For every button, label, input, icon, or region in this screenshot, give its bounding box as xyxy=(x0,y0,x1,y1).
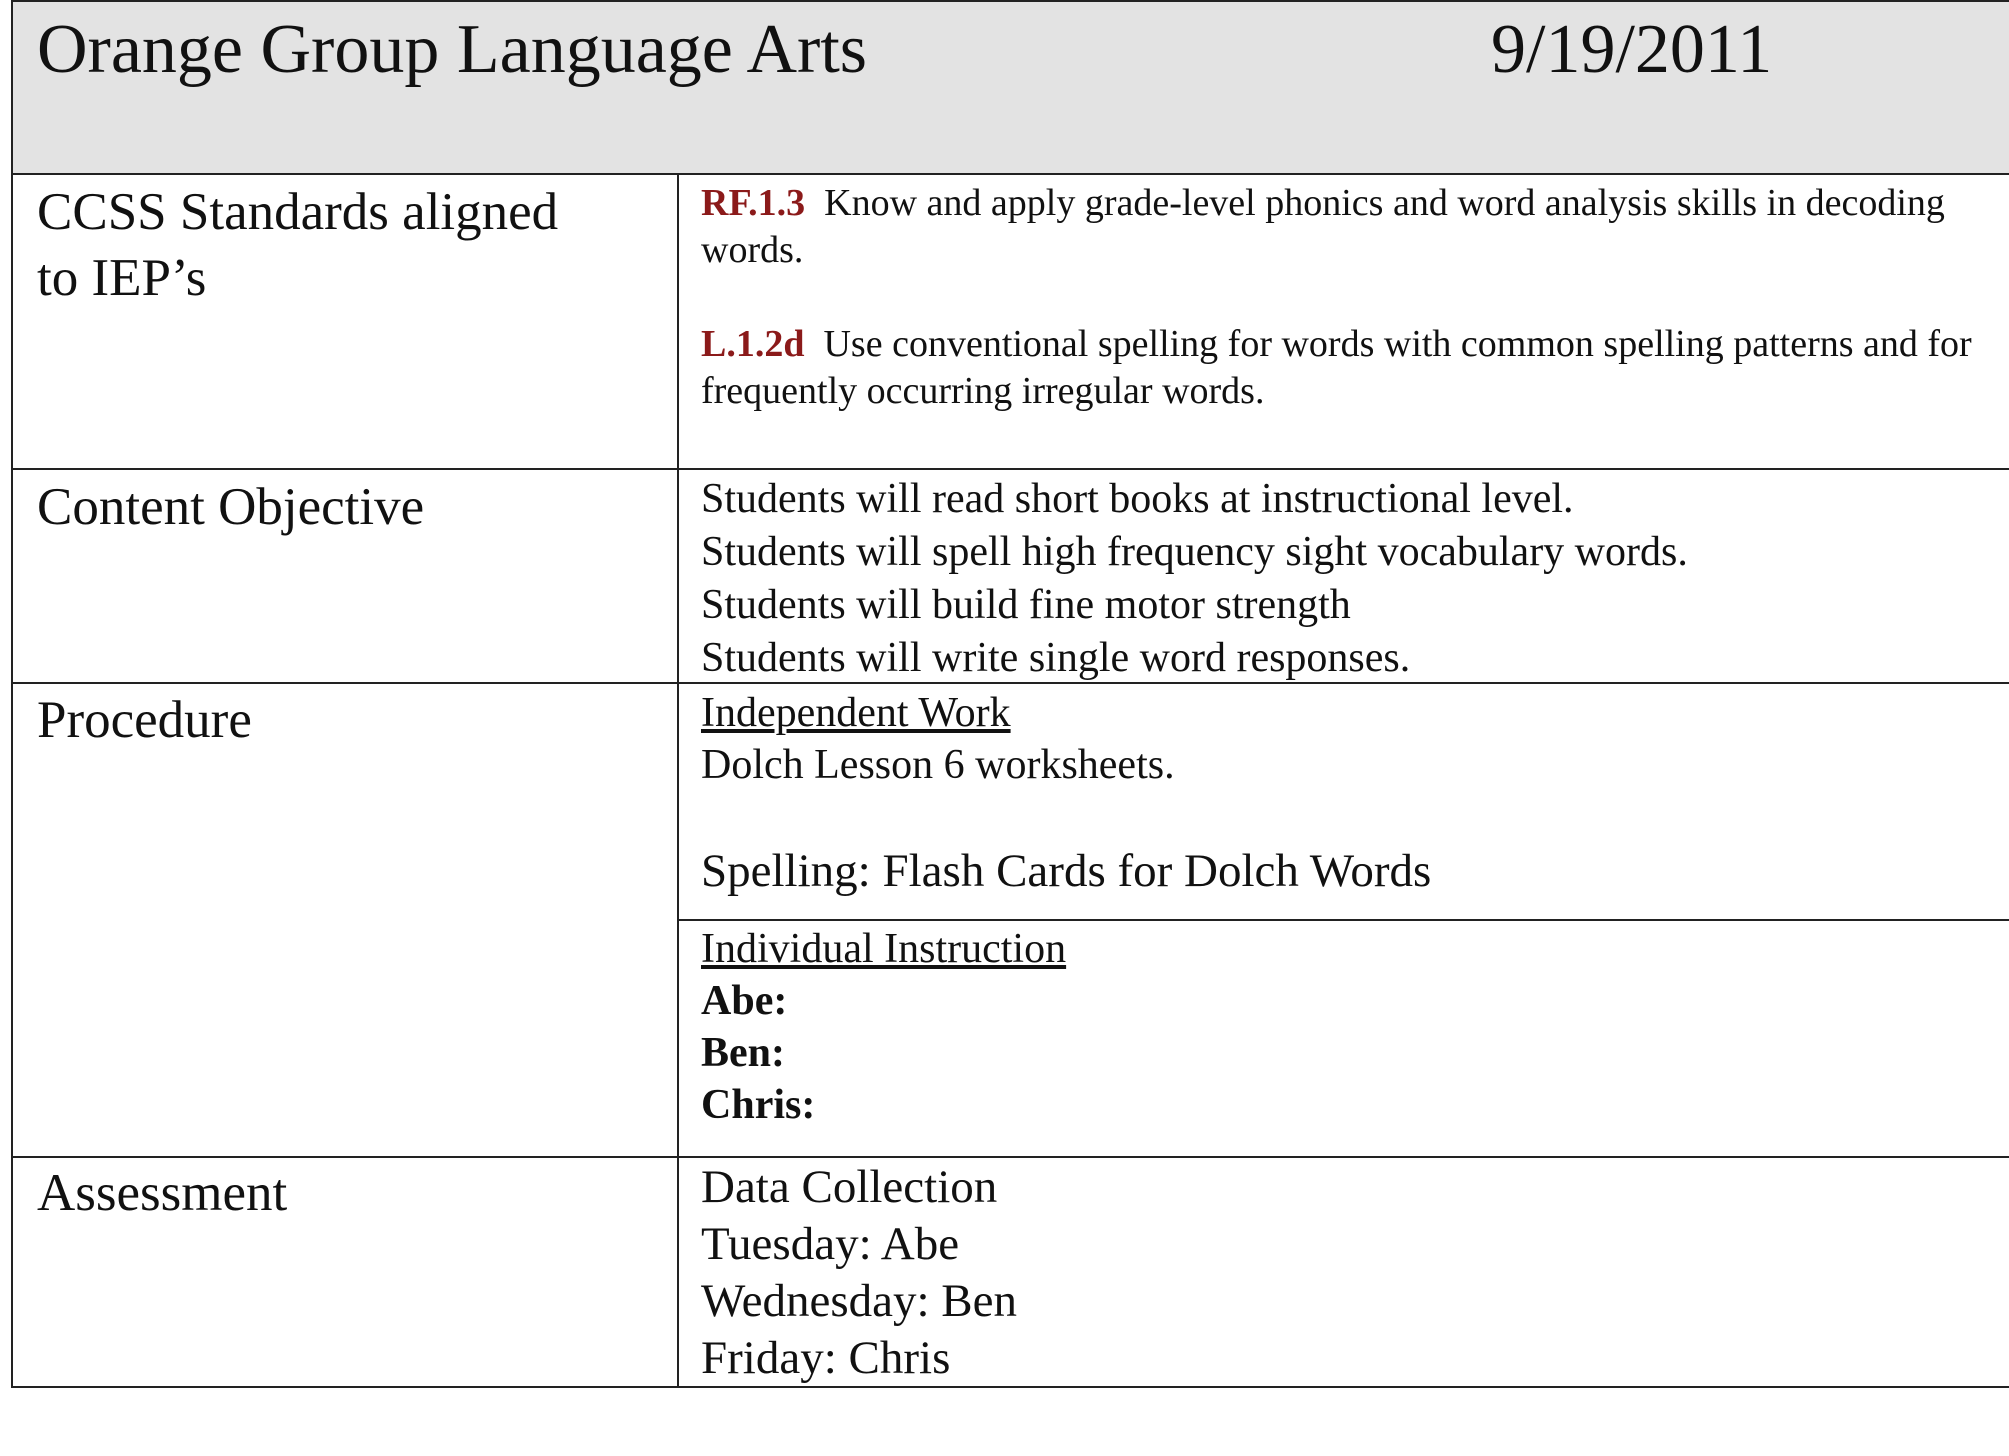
assessment-line: Data Collection xyxy=(701,1161,998,1213)
column-divider xyxy=(677,175,679,1388)
lesson-date: 9/19/2011 xyxy=(1491,11,1773,88)
individual-instruction-cell xyxy=(701,923,2001,1131)
standard-item xyxy=(701,180,2001,274)
standards-label: CCSS Standards aligned to IEP’s xyxy=(37,183,559,307)
student-name: Ben: xyxy=(701,1030,785,1076)
table-header xyxy=(13,2,2009,175)
assessment-line: Friday: Chris xyxy=(701,1332,951,1384)
independent-work-cell xyxy=(701,687,2001,900)
objective-line: Students will build fine motor strength xyxy=(701,582,1351,628)
objective-label: Content Objective xyxy=(37,478,425,536)
assessment-label: Assessment xyxy=(37,1164,288,1222)
objective-line: Students will write single word responses. xyxy=(701,635,1411,681)
standard-text: Use conventional spelling for words with common spelling patterns and for frequently occurring irregular words. xyxy=(701,323,1972,412)
standards-cell xyxy=(701,180,2001,415)
spelling-text: Spelling: Flash Cards for Dolch Words xyxy=(701,845,1432,897)
lesson-plan-table xyxy=(11,0,2009,1388)
student-name: Chris: xyxy=(701,1082,816,1128)
standard-item xyxy=(701,321,2001,415)
individual-instruction-heading: Individual Instruction xyxy=(701,926,1067,972)
student-name: Abe: xyxy=(701,978,788,1024)
independent-work-text: Dolch Lesson 6 worksheets. xyxy=(701,742,1175,788)
independent-work-heading: Independent Work xyxy=(701,690,1011,736)
objective-line: Students will read short books at instructional level. xyxy=(701,476,1574,522)
page-title: Orange Group Language Arts xyxy=(37,11,868,88)
objective-line: Students will spell high frequency sight vocabulary words. xyxy=(701,529,1688,575)
standard-text: Know and apply grade-level phonics and word analysis skills in decoding words. xyxy=(701,182,1945,271)
standard-code: L.1.2d xyxy=(701,323,805,365)
assessment-line: Wednesday: Ben xyxy=(701,1275,1017,1327)
row-divider-procedure-sub xyxy=(677,919,2009,921)
assessment-cell xyxy=(701,1159,2001,1387)
row-divider-standards xyxy=(13,468,2009,470)
procedure-label: Procedure xyxy=(37,691,252,749)
row-divider-procedure xyxy=(13,1156,2009,1158)
objective-cell xyxy=(701,473,2001,685)
standard-code: RF.1.3 xyxy=(701,182,806,224)
assessment-line: Tuesday: Abe xyxy=(701,1218,960,1270)
